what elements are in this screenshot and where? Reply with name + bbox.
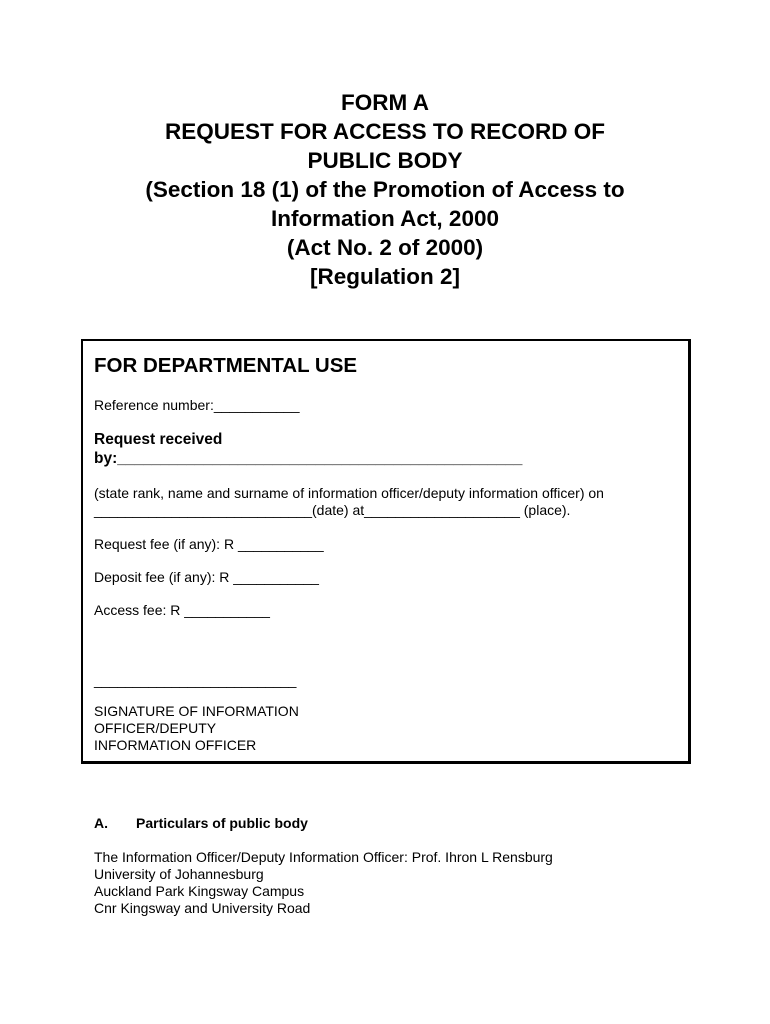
reference-number-field: Reference number:___________ [94,397,300,413]
departmental-heading: FOR DEPARTMENTAL USE [94,354,358,377]
section-a-heading [94,815,308,831]
form-title [0,88,770,291]
title-line: PUBLIC BODY [307,148,463,173]
request-received-by-field: by:_______________________________________________ [94,450,523,467]
deposit-fee-field: Deposit fee (if any): R ___________ [94,569,319,585]
departmental-use-box [81,339,691,764]
signature-label: OFFICER/DEPUTY [94,720,217,736]
state-rank-text: (state rank, name and surname of information officer/deputy information officer) on [94,485,604,501]
section-number: A. [94,815,108,831]
title-line: (Section 18 (1) of the Promotion of Access to [145,177,625,202]
title-line: [Regulation 2] [310,264,460,289]
request-received-label: Request received [94,431,223,448]
title-line: Information Act, 2000 [271,206,499,231]
section-title: Particulars of public body [136,815,308,831]
public-body-particulars [94,849,553,917]
title-line: (Act No. 2 of 2000) [286,235,484,260]
access-fee-field: Access fee: R ___________ [94,602,270,618]
particulars-line: University of Johannesburg [94,866,264,882]
date-place-field: ____________________________(date) at____________________ (place). [94,502,571,518]
particulars-line: Auckland Park Kingsway Campus [94,883,305,899]
title-line: REQUEST FOR ACCESS TO RECORD OF [164,119,606,144]
title-line: FORM A [341,90,429,115]
signature-label: SIGNATURE OF INFORMATION [94,703,299,719]
signature-label: INFORMATION OFFICER [94,737,257,753]
particulars-line: The Information Officer/Deputy Information Officer: Prof. Ihron L Rensburg [94,849,553,865]
particulars-line: Cnr Kingsway and University Road [94,900,311,916]
signature-line: __________________________ [94,672,297,688]
request-fee-field: Request fee (if any): R ___________ [94,536,324,552]
